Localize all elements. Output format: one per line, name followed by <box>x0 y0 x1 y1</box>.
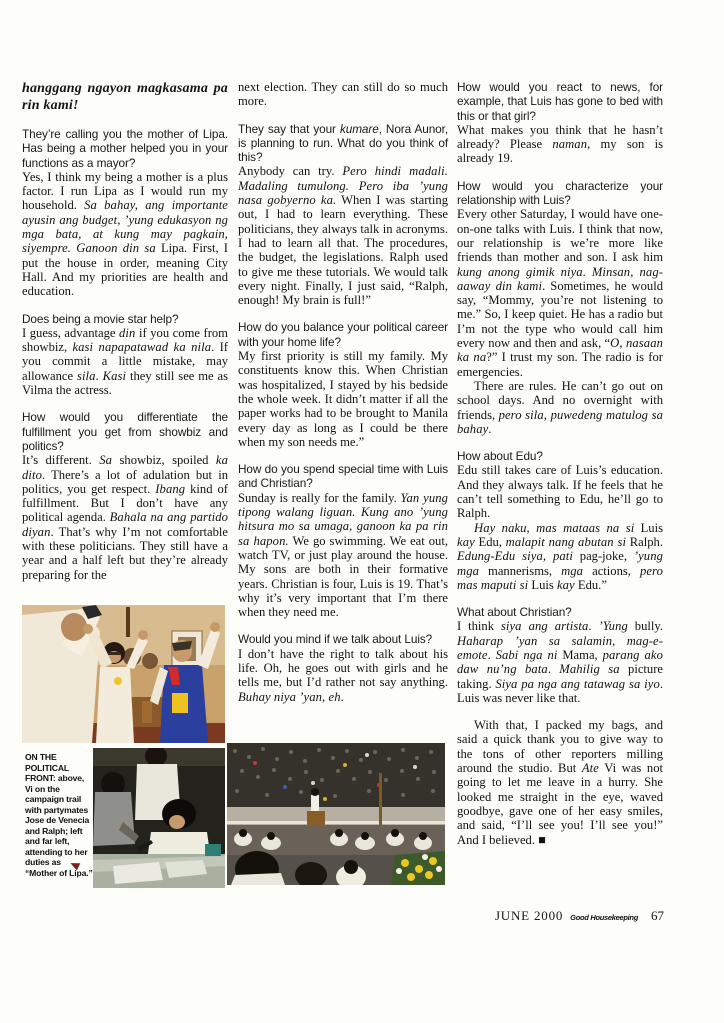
column-1 <box>22 80 228 582</box>
campaign-trail-photo <box>22 605 225 743</box>
interview-question: How would you react to news, for example, that Luis has gone to bed with this or that girl? <box>457 80 663 123</box>
interview-question: How would you characterize your relationship with Luis? <box>457 178 663 208</box>
interview-answer: My first priority is still my family. My constituents know this. When Christian was hospitalized, I stayed by his bedside the whole week. It didn’t matter if all the paper works had to be brought to Manila every day as long as I could be there when my son needs me.” <box>238 349 448 449</box>
column-3 <box>457 80 663 847</box>
page-number: 67 <box>651 908 664 923</box>
page-footer <box>495 908 664 924</box>
interview-answer: It’s different. Sa showbiz, spoiled ka dito. There’s a lot of adulation but in politics, you get respect. Ibang kind of fulfillment. But I don’t have any political agenda. Bahala na ang partido diyan. That’s why I’m not comfortable with these politicians. They still have a year and a half left but they’re already preparing for the <box>22 453 228 582</box>
interview-question: How would you differentiate the fulfillment you get from showbiz and politics? <box>22 410 228 453</box>
crowd-assembly-photo <box>227 743 445 885</box>
interview-answer: With that, I packed my bags, and said a quick thank you to give way to the tons of other reporters milling around the studio. But Ate Vi was not going to let me leave in a hurry. She looked me straight in the eye, waved goodbye, gave one of her easy smiles, and said, “I’ll see you! I’ll see you!” And I believed. ■ <box>457 718 663 847</box>
interview-answer: I guess, advantage din if you come from showbiz, kasi napapatawad ka nila. If you commit a little mistake, may allowance sila. Kasi they still see me as Vilma the actress. <box>22 325 229 398</box>
interview-question: How about Edu? <box>457 449 543 464</box>
issue-date: JUNE 2000 <box>494 908 564 923</box>
good-housekeeping-logo: Good Housekeeping <box>570 913 638 922</box>
column-2 <box>238 80 448 704</box>
interview-answer: Every other Saturday, I would have one-on-one talks with Luis. I think that now, our relationship is we’re more like friends than mother and son. I ask him kung anong gimik niya. Minsan, nag-aaway din kami. Sometimes, he would say, “Mommy, you’re not listening to me.” So, I keep quiet. He has a radio but I’m not the type who would call him every now and then and ask, “O, nasaan ka na?” I trust my son. The radio is for emergencies. <box>457 207 664 379</box>
interview-answer: I think siya ang artista. ’Yung bully. Haharap ’yan sa salamin, mag-e-emote. Sabi nga ni Mama, parang ako daw nu’ng bata. Mahilig sa picture taking. Siya pa nga ang tatawag sa iyo. Luis was never like that. <box>457 619 663 705</box>
interview-answer: Anybody can try. Pero hindi madali. Madaling tumulong. Pero iba ’yung nasa gobyerno ka. When I was starting out, I had to learn everything. These politicians, they always talk in acronyms. I had to learn all that. The procedures, the budget, the legislations. Ralph used to give me these tutorials. We would talk every night. Finally, I just said, “Ralph, enough! My brain is full!” <box>238 164 448 308</box>
interview-answer: next election. They can still do so much more. <box>238 80 448 109</box>
interview-question: Would you mind if we talk about Luis? <box>238 632 433 647</box>
interview-question: What about Christian? <box>457 605 572 620</box>
interview-question: They say that your kumare, Nora Aunor, is planning to run. What do you think of this? <box>238 121 448 165</box>
signing-duties-photo <box>93 748 225 888</box>
interview-question: How do you spend special time with Luis and Christian? <box>238 462 448 491</box>
interview-answer: There are rules. He can’t go out on school days. And no overnight with friends, pero sila, puwedeng matulog sa bahay. <box>457 378 663 436</box>
photo-caption: ON THE POLITICAL FRONT: above, Vi on the campaign trail with partymates Jose de Venecia and Ralph; left and far left, attending to her duties as “Mother of Lipa.” <box>25 752 93 878</box>
interview-answer: Edu still takes care of Luis’s education. And they always talk. If he feels that he can’t tell something to Edu, he’ll go to Ralph. <box>457 463 663 521</box>
interview-question: Does being a movie star help? <box>22 311 179 326</box>
interview-answer: What makes you think that he hasn’t already? Please naman, my son is already 19. <box>457 122 663 166</box>
interview-question: How do you balance your political career with your home life? <box>238 320 448 349</box>
interview-answer: Yes, I think my being a mother is a plus factor. I run Lipa as I would run my household. Sa bahay, ang importante ayusin ang budget, ’yung edukasyon ng mga bata, at kung may pagkain, siyempre. Ganoon din sa Lipa. First, I put the house in order, meaning City Hall. And my priorities are health and education. <box>22 169 228 299</box>
lead-in-text: hanggang ngayon magkasama pa rin kami! <box>22 81 228 113</box>
interview-answer: Hay naku, mas mataas na si Luis kay Edu, malapit nang abutan si Ralph. Edung-Edu siya, pati pag-joke, ’yung mga mannerisms, mga actions, pero mas maputi si Luis kay Edu.” <box>457 520 664 592</box>
interview-question: They’re calling you the mother of Lipa. Has being a mother helped you in your functions as a mayor? <box>22 127 228 170</box>
interview-answer: I don’t have the right to talk about his life. Oh, he goes out with girls and he tells me, but I’d rather not say anything. Buhay niya ’yan, eh. <box>238 646 448 704</box>
interview-answer: Sunday is really for the family. Yan yung tipong walang liguan. Kung ano ’yung hitsura mo sa umaga, ganoon ka pa rin sa hapon. We go swimming. We eat out, watch TV, or just play around the house. My sons are both in their formative years. Christian is four, Luis is 19. That’s why it’s very important that I’m there when they need me. <box>238 490 449 620</box>
